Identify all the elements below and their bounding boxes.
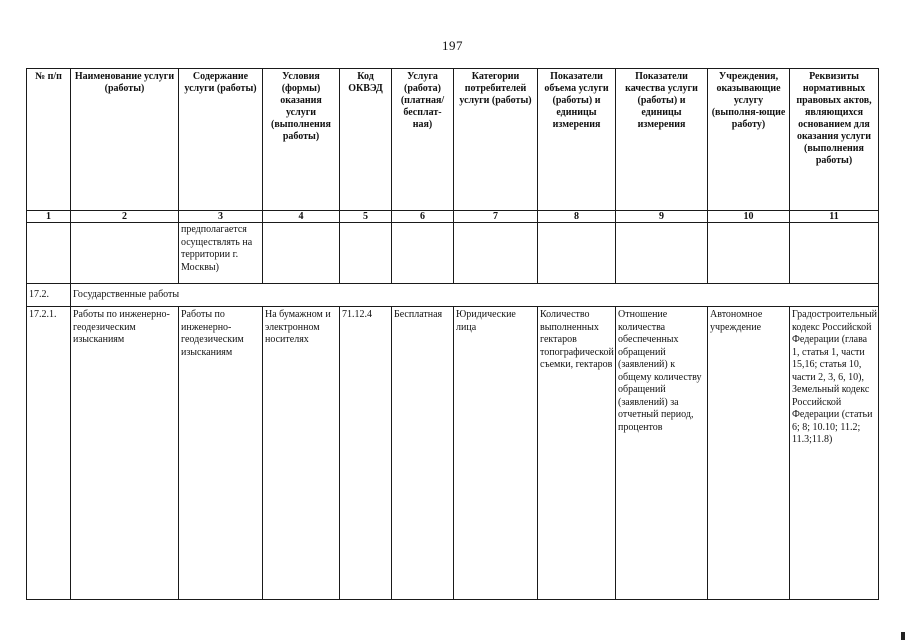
table-cell: 71.12.4	[340, 307, 392, 600]
table-row	[27, 307, 879, 600]
header-cell: № п/п	[27, 69, 71, 211]
table-cell	[71, 223, 179, 284]
table-cell: Автономное учреждение	[708, 307, 790, 600]
table-cell: предполагается осуществлять на территории г. Москвы)	[179, 223, 263, 284]
header-cell: Условия (формы) оказания услуги (выполнения работы)	[263, 69, 340, 211]
section-row	[27, 284, 879, 307]
column-number: 2	[71, 211, 179, 223]
column-number: 5	[340, 211, 392, 223]
column-number: 8	[538, 211, 616, 223]
table-cell	[538, 223, 616, 284]
column-number: 7	[454, 211, 538, 223]
table-cell	[27, 223, 71, 284]
column-number: 1	[27, 211, 71, 223]
services-table	[26, 68, 879, 600]
column-number: 9	[616, 211, 708, 223]
table-cell	[454, 223, 538, 284]
header-cell: Код ОКВЭД	[340, 69, 392, 211]
column-number: 6	[392, 211, 454, 223]
continuation-row	[27, 223, 879, 284]
section-number: 17.2.	[27, 284, 71, 307]
table-cell: 17.2.1.	[27, 307, 71, 600]
section-title: Государственные работы	[71, 284, 879, 307]
column-number-row	[27, 211, 879, 223]
column-number: 3	[179, 211, 263, 223]
table-cell	[616, 223, 708, 284]
page-number: 197	[442, 38, 463, 53]
header-cell: Учреждения, оказывающие услугу (выполня-ющие работу)	[708, 69, 790, 211]
table-cell: На бумажном и электронном носителях	[263, 307, 340, 600]
table-cell: Градостроительный кодекс Российской Федерации (глава 1, статья 1, части 15,16; статья 10, части 2, 3, 6, 10), Земельный кодекс Российской Федерации (статьи 6; 8; 10.10; 11.2; 11.3;11.8)	[790, 307, 879, 600]
table-cell: Работы по инженерно-геодезическим изысканиям	[71, 307, 179, 600]
table-cell	[392, 223, 454, 284]
table-cell: Работы по инженерно-геодезическим изысканиям	[179, 307, 263, 600]
table-cell	[263, 223, 340, 284]
column-number: 10	[708, 211, 790, 223]
column-number: 4	[263, 211, 340, 223]
header-row	[27, 69, 879, 211]
table-cell: Отношение количества обеспеченных обращений (заявлений) к общему количеству обращений (заявлений) за отчетный период, процентов	[616, 307, 708, 600]
header-cell: Содержание услуги (работы)	[179, 69, 263, 211]
scan-edge-mark	[901, 632, 905, 640]
table-cell: Юридические лица	[454, 307, 538, 600]
header-cell: Услуга (работа) (платная/ бесплат-ная)	[392, 69, 454, 211]
table-cell: Бесплатная	[392, 307, 454, 600]
table-cell	[708, 223, 790, 284]
table-cell: Количество выполненных гектаров топографической съемки, гектаров	[538, 307, 616, 600]
header-cell: Наименование услуги (работы)	[71, 69, 179, 211]
header-cell: Категории потребителей услуги (работы)	[454, 69, 538, 211]
table-cell	[340, 223, 392, 284]
header-cell: Показатели объема услуги (работы) и единицы измерения	[538, 69, 616, 211]
header-cell: Реквизиты нормативных правовых актов, являющихся основанием для оказания услуги (выполнения работы)	[790, 69, 879, 211]
column-number: 11	[790, 211, 879, 223]
header-cell: Показатели качества услуги (работы) и единицы измерения	[616, 69, 708, 211]
table-cell	[790, 223, 879, 284]
